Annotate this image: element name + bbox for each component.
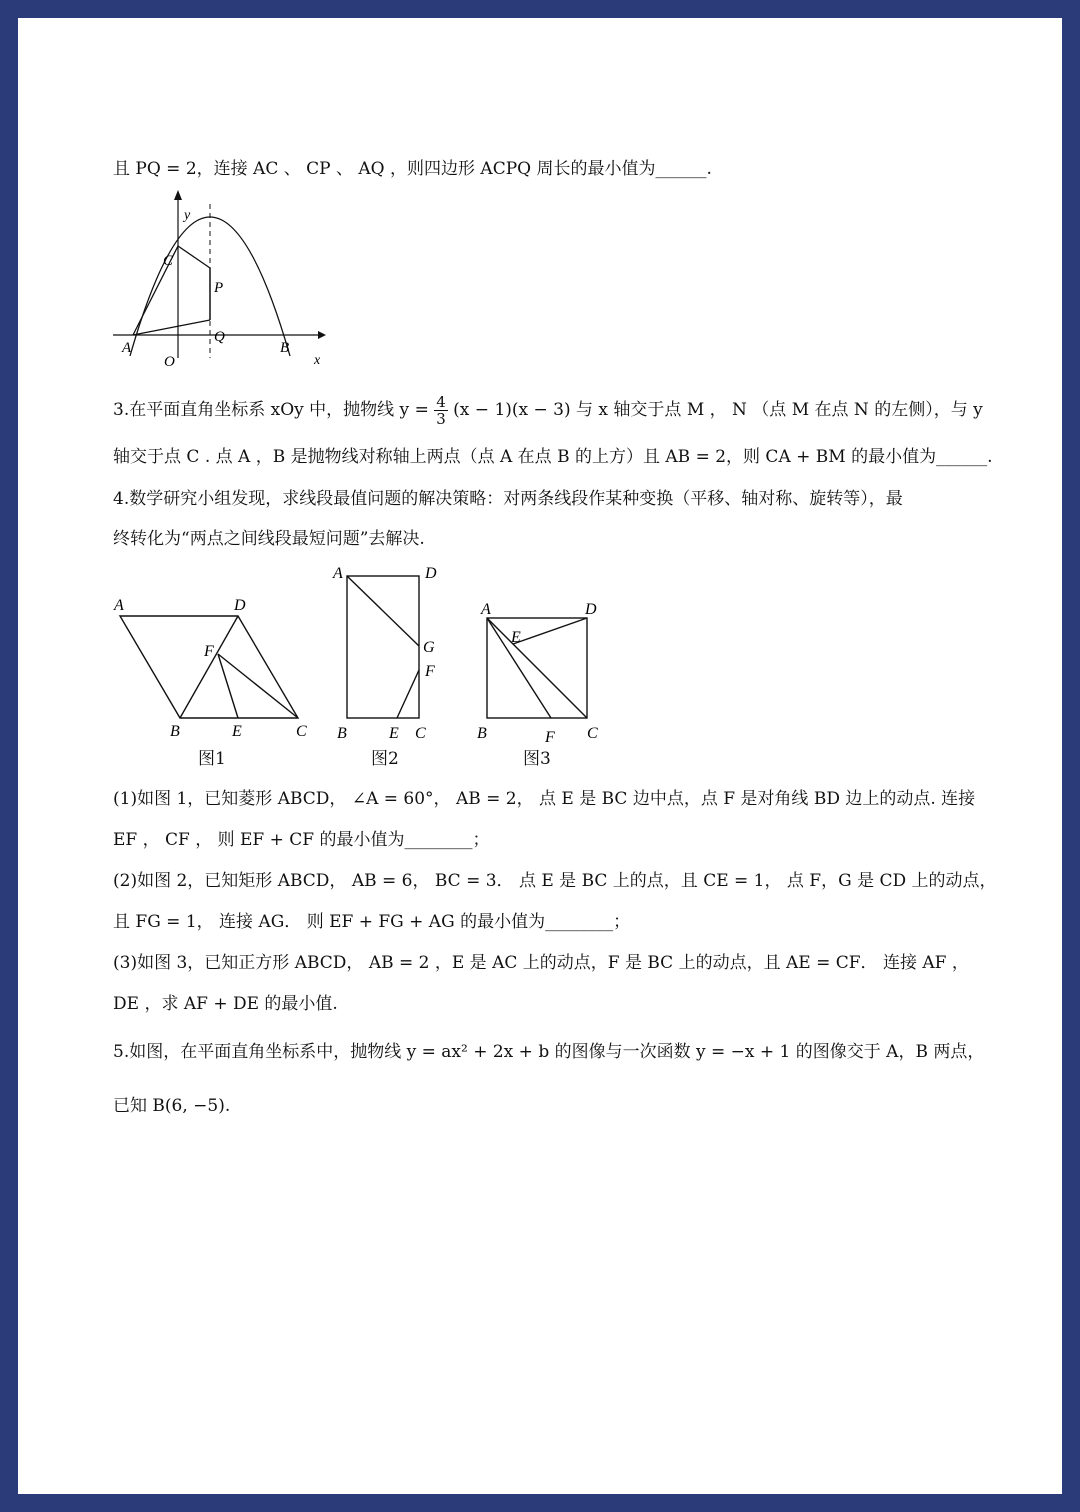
fig3-caption: 图3 (523, 749, 551, 769)
q4-p1-line2: EF ， CF ， 则 EF + CF 的最小值为________； (113, 830, 490, 850)
q3-line1-a: 3.在平面直角坐标系 xOy 中，抛物线 y = (113, 400, 429, 420)
q2-label-p: P (214, 280, 224, 296)
fig3-label-b: B (477, 725, 487, 742)
q2-label-q: Q (214, 329, 225, 345)
fig1-label-f: F (204, 643, 214, 660)
q2-label-b: B (280, 340, 290, 356)
fig1-caption: 图1 (198, 749, 226, 769)
fig3-label-c: C (587, 725, 598, 742)
q3-frac-den: 3 (436, 410, 446, 428)
q3-line2: 轴交于点 C . 点 A ，B 是抛物线对称轴上两点（点 A 在点 B 的上方）且 AB = 2，则 CA + BM 的最小值为______. (113, 447, 993, 467)
fig2-label-a: A (333, 565, 343, 582)
q4-figure3-square (473, 598, 613, 746)
q3-line1-b: (x − 1)(x − 3) 与 x 轴交于点 M ， N （点 M 在点 N 的左侧），与 y (453, 400, 983, 420)
q3-line1 (113, 394, 983, 427)
q5-line1: 5.如图，在平面直角坐标系中，抛物线 y = ax² + 2x + b 的图像与一次函数 y = −x + 1 的图像交于 A，B 两点， (113, 1042, 985, 1062)
fig2-label-g: G (423, 639, 435, 656)
q4-figure2-rectangle (333, 560, 463, 745)
q2-label-x: x (314, 353, 321, 368)
q2-tail-text: 且 PQ = 2，连接 AC 、 CP 、 AQ ，则四边形 ACPQ 周长的最小值为______. (113, 159, 712, 179)
fig1-label-a: A (114, 597, 124, 614)
q4-line1: 4.数学研究小组发现，求线段最值问题的解决策略：对两条线段作某种变换（平移、轴对称、旋转等），最 (113, 489, 903, 509)
fig1-label-c: C (296, 723, 307, 740)
fig2-label-e: E (389, 725, 399, 742)
fig3-label-d: D (585, 601, 597, 618)
fig2-label-f: F (425, 663, 435, 680)
fig3-label-a: A (481, 601, 491, 618)
document-page (18, 18, 1062, 1494)
fig3-label-f: F (545, 729, 555, 746)
q4-p2-line1: (2)如图 2，已知矩形 ABCD， AB = 6， BC = 3． 点 E 是 BC 上的点，且 CE = 1， 点 F，G 是 CD 上的动点， (113, 871, 997, 891)
q4-figure1-rhombus (108, 588, 318, 743)
q4-p3-line2: DE ，求 AF + DE 的最小值. (113, 994, 338, 1014)
fig2-label-d: D (425, 565, 437, 582)
fig3-label-e: E (511, 629, 521, 646)
fig1-label-e: E (232, 723, 242, 740)
q2-label-a: A (122, 340, 132, 356)
q2-label-c: C (163, 253, 174, 269)
q2-label-y: y (184, 208, 191, 223)
q4-line2: 终转化为“两点之间线段最短问题”去解决. (113, 529, 425, 549)
q5-line2: 已知 B(6, −5). (113, 1096, 231, 1116)
q3-frac-num: 4 (436, 393, 446, 411)
q4-p1-line1: (1)如图 1，已知菱形 ABCD， ∠A = 60°， AB = 2， 点 E 是 BC 边中点，点 F 是对角线 BD 边上的动点. 连接 (113, 789, 976, 809)
q4-p3-line1: (3)如图 3，已知正方形 ABCD， AB = 2 ，E 是 AC 上的动点，F 是 BC 上的动点，且 AE = CF． 连接 AF ， (113, 953, 969, 973)
fig1-label-b: B (170, 723, 180, 740)
fig2-label-b: B (337, 725, 347, 742)
q3-fraction (434, 394, 448, 427)
fig2-label-c: C (415, 725, 426, 742)
q4-p2-line2: 且 FG = 1， 连接 AG． 则 EF + FG + AG 的最小值为________； (113, 912, 631, 932)
q2-label-o: O (164, 354, 175, 370)
fig1-label-d: D (234, 597, 246, 614)
q2-parabola-figure (108, 186, 328, 370)
fig2-caption: 图2 (371, 749, 399, 769)
